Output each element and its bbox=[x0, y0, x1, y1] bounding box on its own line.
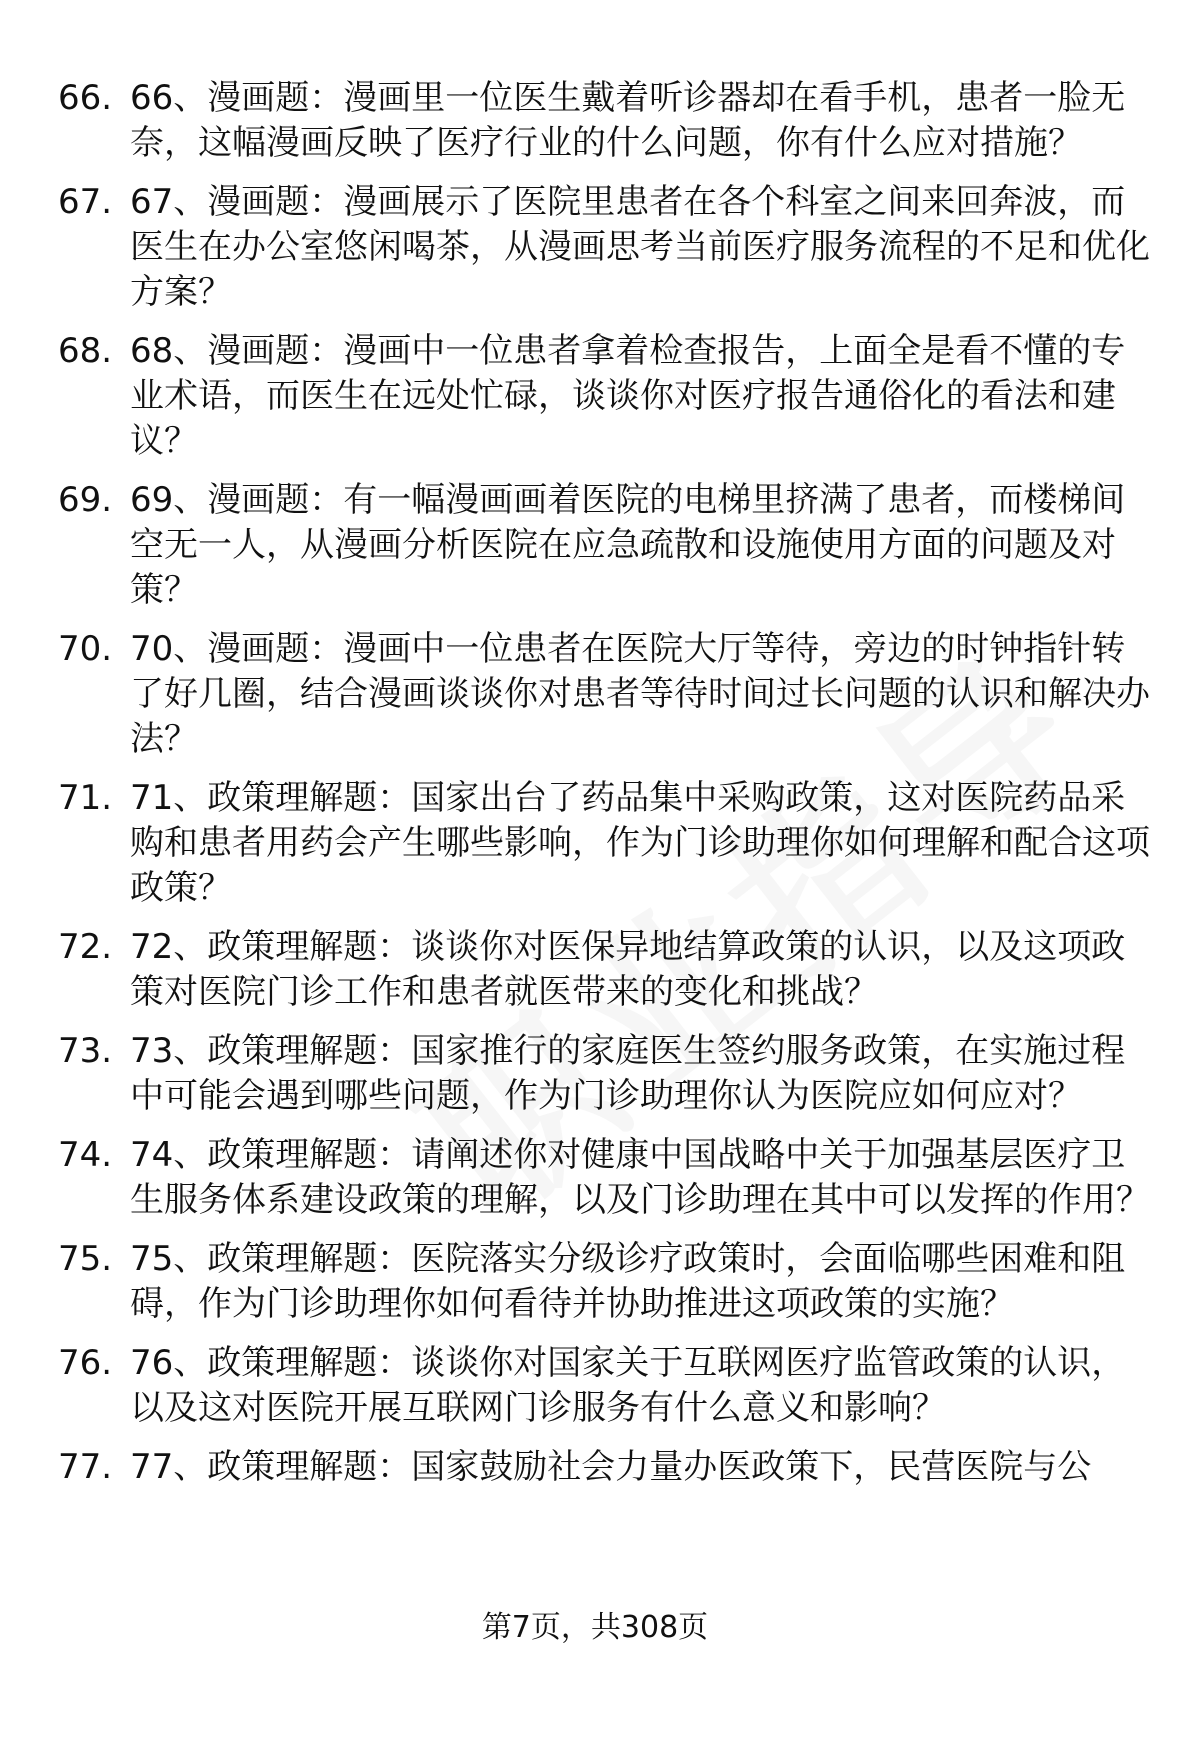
item-text: 76、政策理解题：谈谈你对国家关于互联网医疗监管政策的认识，以及这对医院开展互联网门诊服务有什么意义和影响？ bbox=[130, 1343, 1126, 1428]
item-number: 73. bbox=[58, 1031, 113, 1071]
list-item bbox=[58, 329, 1158, 464]
item-text: 68、漫画题：漫画中一位患者拿着检查报告，上面全是看不懂的专业术语，而医生在远处忙碌，谈谈你对医疗报告通俗化的看法和建议？ bbox=[130, 331, 1126, 461]
item-number: 71. bbox=[58, 778, 113, 818]
item-number: 72. bbox=[58, 927, 113, 967]
question-list bbox=[58, 76, 1158, 1504]
list-item bbox=[58, 776, 1158, 911]
item-number: 77. bbox=[58, 1447, 113, 1487]
item-text: 75、政策理解题：医院落实分级诊疗政策时，会面临哪些困难和阻碍，作为门诊助理你如何看待并协助推进这项政策的实施？ bbox=[130, 1239, 1126, 1324]
list-item bbox=[58, 1029, 1158, 1119]
item-text: 74、政策理解题：请阐述你对健康中国战略中关于加强基层医疗卫生服务体系建设政策的理解，以及门诊助理在其中可以发挥的作用？ bbox=[130, 1135, 1150, 1220]
item-text: 69、漫画题：有一幅漫画画着医院的电梯里挤满了患者，而楼梯间空无一人，从漫画分析医院在应急疏散和设施使用方面的问题及对策？ bbox=[130, 480, 1126, 610]
list-item bbox=[58, 925, 1158, 1015]
item-text: 77、政策理解题：国家鼓励社会力量办医政策下，民营医院与公 bbox=[130, 1447, 1092, 1487]
item-text: 73、政策理解题：国家推行的家庭医生签约服务政策，在实施过程中可能会遇到哪些问题，作为门诊助理你认为医院应如何应对？ bbox=[130, 1031, 1126, 1116]
item-text: 71、政策理解题：国家出台了药品集中采购政策，这对医院药品采购和患者用药会产生哪些影响，作为门诊助理你如何理解和配合这项政策？ bbox=[130, 778, 1150, 908]
list-item bbox=[58, 1237, 1158, 1327]
list-item bbox=[58, 478, 1158, 613]
page-footer: 第7页，共308页 bbox=[481, 1610, 709, 1645]
item-number: 66. bbox=[58, 78, 113, 118]
list-item bbox=[58, 180, 1158, 315]
list-item bbox=[58, 627, 1158, 762]
item-text: 72、政策理解题：谈谈你对医保异地结算政策的认识，以及这项政策对医院门诊工作和患者就医带来的变化和挑战？ bbox=[130, 927, 1126, 1012]
item-number: 76. bbox=[58, 1343, 113, 1383]
item-number: 67. bbox=[58, 182, 113, 222]
list-item bbox=[58, 76, 1158, 166]
list-item bbox=[58, 1445, 1158, 1490]
item-number: 75. bbox=[58, 1239, 113, 1279]
item-number: 70. bbox=[58, 629, 113, 669]
list-item bbox=[58, 1133, 1158, 1223]
item-number: 68. bbox=[58, 331, 113, 371]
item-text: 70、漫画题：漫画中一位患者在医院大厅等待，旁边的时钟指针转了好几圈，结合漫画谈谈你对患者等待时间过长问题的认识和解决办法？ bbox=[130, 629, 1150, 759]
item-number: 74. bbox=[58, 1135, 113, 1175]
item-text: 67、漫画题：漫画展示了医院里患者在各个科室之间来回奔波，而医生在办公室悠闲喝茶，从漫画思考当前医疗服务流程的不足和优化方案？ bbox=[130, 182, 1150, 312]
list-item bbox=[58, 1341, 1158, 1431]
item-number: 69. bbox=[58, 480, 113, 520]
item-text: 66、漫画题：漫画里一位医生戴着听诊器却在看手机，患者一脸无奈，这幅漫画反映了医疗行业的什么问题，你有什么应对措施？ bbox=[130, 78, 1126, 163]
